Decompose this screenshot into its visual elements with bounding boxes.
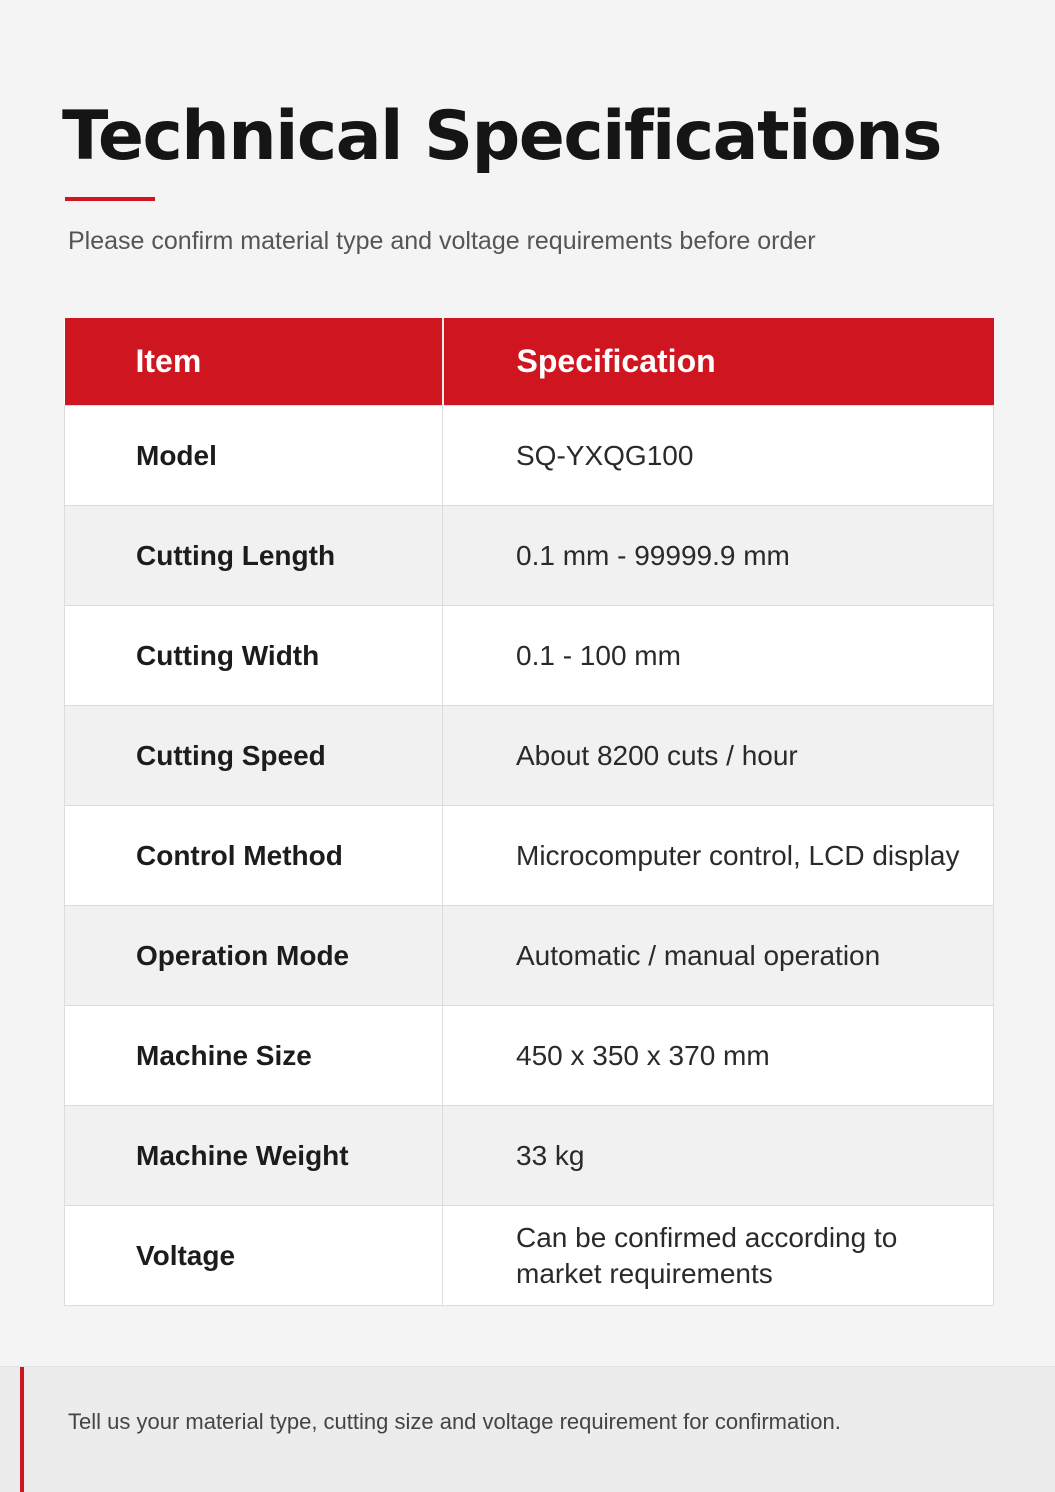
page-title: Technical Specifications	[62, 97, 941, 176]
row-item-label: Cutting Speed	[65, 706, 443, 806]
row-item-label: Machine Weight	[65, 1106, 443, 1206]
table-row	[65, 706, 994, 806]
row-spec-value: SQ-YXQG100	[443, 406, 994, 506]
column-header-item: Item	[65, 318, 443, 406]
table-row	[65, 606, 994, 706]
footer-note-text: Tell us your material type, cutting size and voltage requirement for confirmation.	[68, 1409, 841, 1434]
table-row	[65, 506, 994, 606]
row-spec-value: Can be confirmed according to market requirements	[443, 1206, 994, 1306]
table-row	[65, 906, 994, 1006]
row-item-label: Operation Mode	[65, 906, 443, 1006]
column-header-specification: Specification	[443, 318, 994, 406]
row-spec-value: 0.1 - 100 mm	[443, 606, 994, 706]
row-item-label: Control Method	[65, 806, 443, 906]
row-spec-value: About 8200 cuts / hour	[443, 706, 994, 806]
table-row	[65, 1106, 994, 1206]
row-spec-value: 33 kg	[443, 1106, 994, 1206]
table-row	[65, 406, 994, 506]
table-row	[65, 1206, 994, 1306]
row-spec-value: 450 x 350 x 370 mm	[443, 1006, 994, 1106]
row-item-label: Machine Size	[65, 1006, 443, 1106]
row-spec-value: Automatic / manual operation	[443, 906, 994, 1006]
page-subtitle: Please confirm material type and voltage requirements before order	[68, 227, 816, 255]
row-item-label: Model	[65, 406, 443, 506]
table-row	[65, 806, 994, 906]
title-underline	[65, 197, 155, 201]
table-row	[65, 1006, 994, 1106]
footer-accent-bar	[20, 1367, 24, 1492]
spec-table	[64, 318, 994, 1306]
row-spec-value: Microcomputer control, LCD display	[443, 806, 994, 906]
row-spec-value: 0.1 mm - 99999.9 mm	[443, 506, 994, 606]
table-header-row	[65, 318, 994, 406]
row-item-label: Voltage	[65, 1206, 443, 1306]
row-item-label: Cutting Length	[65, 506, 443, 606]
row-item-label: Cutting Width	[65, 606, 443, 706]
footer-note	[0, 1366, 1055, 1492]
